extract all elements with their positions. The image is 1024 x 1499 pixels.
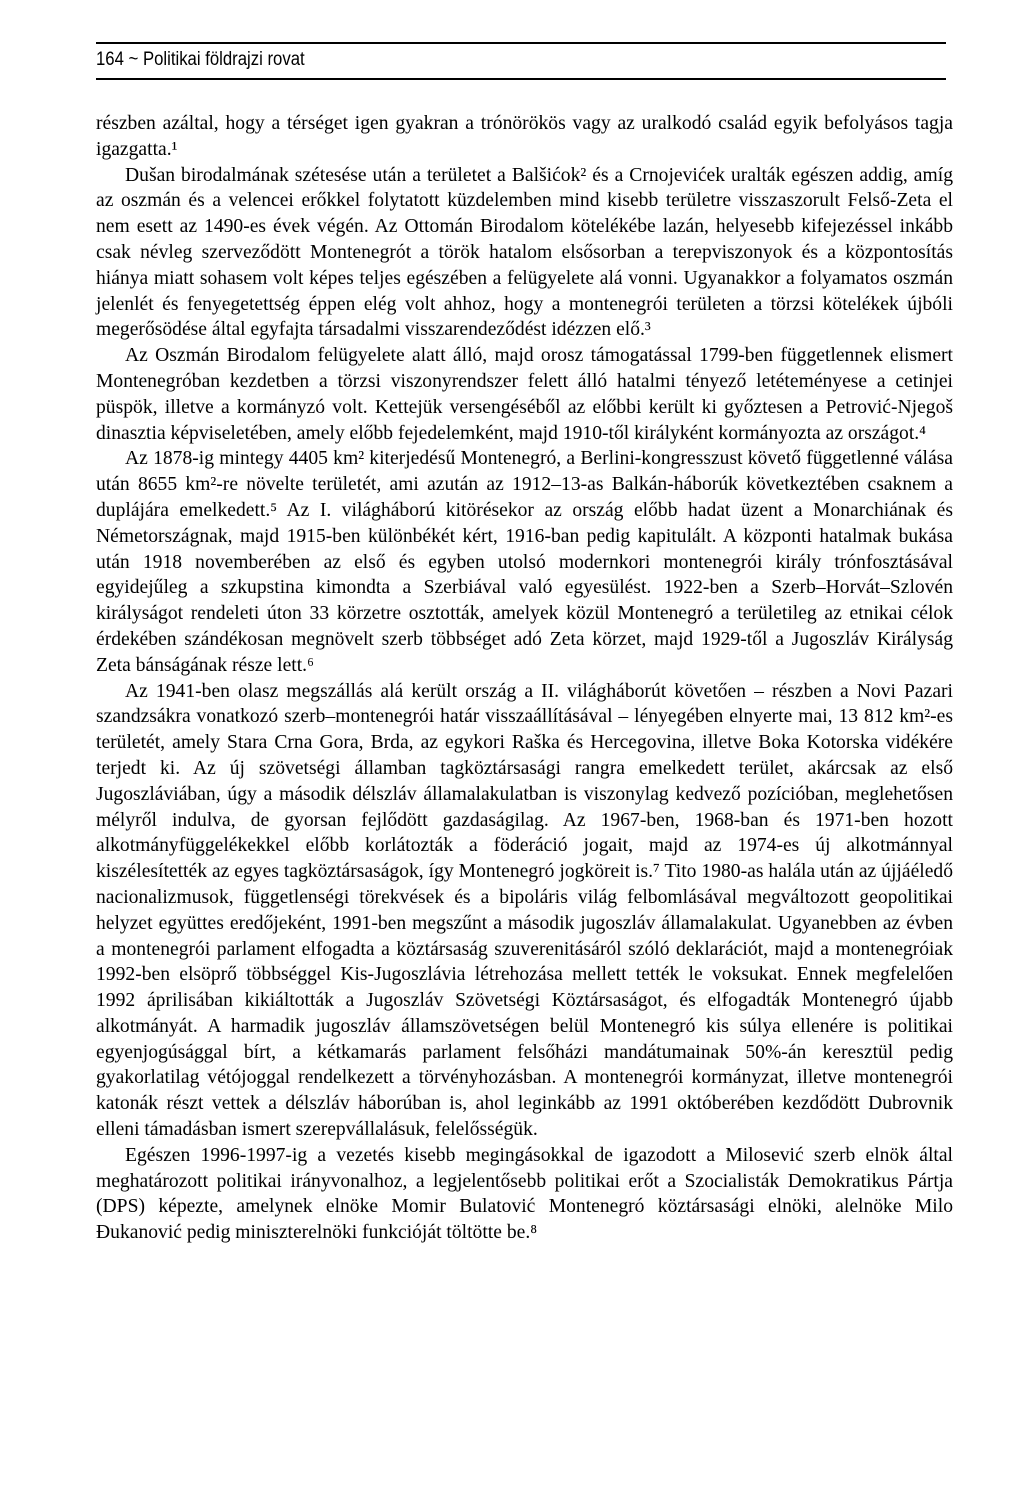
paragraph: Az 1941-ben olasz megszállás alá került ország a II. világháborút követően – részben a Novi Pazari szandzsákra vonatkozó szerb–montenegrói határ visszaállításával – lényegében elnyerte mai, 13 812 km²-es területét, amely Stara Crna Gora, Brda, az egykori Raška és Hercegovina, illetve Boka Kotorska vidékére terjedt ki. Az új szövetségi államban tagköztársasági rangra emelkedett terület, akárcsak az első Jugoszláviában, úgy a második délszláv államalakulatban is viszonylag kedvező pozícióban, meglehetősen mélyről indulva, de gyorsan fejlődött gazdaságilag. Az 1967-ben, 1968-ban és 1971-ben hozott alkotmányfüggelékekkel előbb korlátozták a föderáció jogait, majd az 1974-es új alkotmánnyal kiszélesítették az egyes tagköztársaságok, így Montenegró jogköreit is.⁷ Tito 1980-as halála után az újjáéledő nacionalizmusok, függetlenségi törekvések és a bipoláris világ felbomlásával megváltozott geopolitikai helyzet együttes eredőjeként, 1991-ben megszűnt a második jugoszláv államalakulat. Ugyanebben az évben a montenegrói parlament elfogadta a köztársaság szuverenitásáról szóló deklarációt, majd a montenegróiak 1992-ben elsöprő többséggel Kis-Jugoszlávia létrehozása mellett tették le voksukat. Ennek megfelelően 1992 áprilisában kikiáltották a Jugoszláv Szövetségi Köztársaságot, és elfogadták Montenegró újabb alkotmányát. A harmadik jugoszláv államszövetségen belül Montenegró kis súlya ellenére is politikai egyenjogúsággal bírt, a kétkamarás parlament felsőházi mandátumainak 50%-án keresztül pedig gyakorlatilag vétójoggal rendelkezett a törvényhozásban. A montenegrói kormányzat, illetve montenegrói katonák részt vettek a délszláv háborúban is, ahol leginkább az 1991 októberében kezdődött Dubrovnik elleni támadásban ismert szerepvállalásuk, felelősségük. bbox=[96, 680, 953, 1141]
paragraph: Az Oszmán Birodalom felügyelete alatt álló, majd orosz támogatással 1799-ben függetlennek elismert Montenegróban kezdetben a törzsi viszonyrendszer felett álló hatalmi tényező letéteményese a cetinjei püspök, illetve a kormányzó volt. Kettejük versengéséből az előbbi került ki győztesen a Petrović-Njegoš dinasztia képviseletében, amely előbb fejedelemként, majd 1910-től királyként kormányozta az országot.⁴ bbox=[96, 345, 953, 444]
body-text bbox=[96, 111, 953, 1246]
running-title: 164 ~ Politikai földrajzi rovat bbox=[96, 49, 305, 70]
running-header bbox=[96, 42, 946, 80]
paragraph: Az 1878-ig mintegy 4405 km² kiterjedésű Montenegró, a Berlini-kongresszust követő függetlenné válása után 8655 km²-re növelte területét, ami azután az 1912–13-as Balkán-háborúk következtében csaknem a duplájára emelkedett.⁵ Az I. világháború kitörésekor az ország előbb hadat üzent a Monarchiának és Németországnak, majd 1915-ben különbékét kért, 1916-ban pedig kapitulált. A központi hatalmak bukása után 1918 novemberében az első és egyben utolsó modernkori montenegrói király trónfosztásával egyidejűleg a szkupstina kimondta a Szerbiával való egyesülést. 1922-ben a Szerb–Horvát–Szlovén királyságot rendeleti úton 33 körzetre osztották, amelyek közül Montenegró a területileg az etnikai célok érdekében szándékosan megnövelt szerb többséget adó Zeta körzet, majd 1929-től a Jugoszláv Királyság Zeta bánságának része lett.⁶ bbox=[96, 448, 953, 676]
paragraph: Dušan birodalmának szétesése után a területet a Balšićok² és a Crnojevićek uralták egészen addig, amíg az oszmán és a velencei erőkkel folytatott küzdelemben mind kisebb területre visszaszorult Felső-Zeta el nem esett az 1490-es évek végén. Az Ottomán Birodalom kötelékébe lazán, helyesebb kifejezéssel inkább csak névleg szerveződött Montenegrót a török hatalom elsősorban a terepviszonyok és a központosítás hiánya miatt sohasem volt képes teljes egészében a felügyelete alá vonni. Ugyanakkor a folyamatos oszmán jelenlét és fenyegetettség éppen elég volt ahhoz, hogy a montenegrói területen a törzsi kötelékek újbóli megerősödése által egyfajta társadalmi visszarendeződést idézzen elő.³ bbox=[96, 164, 953, 341]
paragraph: Egészen 1996-1997-ig a vezetés kisebb megingásokkal de igazodott a Milosević szerb elnök által meghatározott politikai irányvonalhoz, a legjelentősebb politikai erőt a Szocialisták Demokratikus Pártja (DPS) képezte, amelynek elnöke Momir Bulatović Montenegró köztársasági elnöki, alelnöke Milo Đukanović pedig miniszterelnöki funkcióját töltötte be.⁸ bbox=[96, 1144, 953, 1244]
paragraph: részben azáltal, hogy a térséget igen gyakran a trónörökös vagy az uralkodó család egyik befolyásos tagja igazgatta.¹ bbox=[96, 113, 953, 160]
